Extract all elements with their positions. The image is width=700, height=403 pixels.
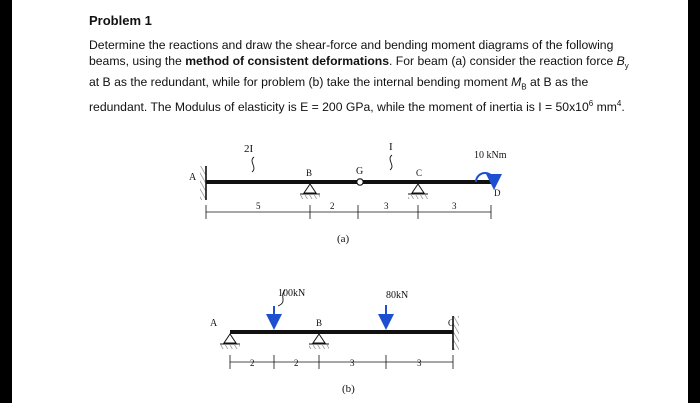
inertia-2i-leader: [252, 157, 254, 172]
exponent-6: 6: [588, 98, 594, 108]
label-a-b: A: [210, 318, 218, 329]
exponent-4: 4: [616, 98, 622, 108]
inertia-2i-label: 2I: [244, 143, 254, 155]
dim-b-2-right: 2: [294, 358, 299, 368]
dim-b-3-left: 3: [350, 358, 355, 368]
load-100kn-label: 100kN: [278, 288, 306, 299]
pin-support-c-a: [408, 184, 428, 199]
dim-b-2-left: 2: [250, 358, 255, 368]
problem-title: Problem 1: [89, 13, 152, 28]
moment-label: 10 kNm: [474, 150, 507, 161]
statement-part-5: mm: [593, 99, 617, 114]
dim-a-5: 5: [256, 201, 261, 211]
caption-b: (b): [342, 383, 355, 395]
beam-figures: [12, 0, 688, 403]
pin-support-b-b: [309, 334, 329, 349]
label-d: D: [494, 188, 501, 198]
fixed-support-a: [200, 166, 206, 200]
inertia-i-label: I: [389, 141, 393, 153]
beam-b-diagram: [210, 288, 459, 395]
inertia-i-leader: [390, 155, 392, 170]
load-80kn-label: 80kN: [386, 290, 409, 301]
dimension-line-a: [206, 205, 491, 219]
statement-part-4: at B as the redundant. The Modulus of elasticity is E = 200 GPa, while the moment of inertia is I = 50x10: [89, 75, 589, 114]
dim-a-2: 2: [330, 201, 335, 211]
caption-a: (a): [337, 233, 350, 245]
label-c-b: C: [448, 318, 455, 328]
label-a-a: A: [189, 172, 197, 183]
statement-part-6: .: [621, 99, 625, 114]
statement-part-1: Determine the reactions and draw the shear-force and bending moment diagrams of the following beams, using the: [89, 38, 614, 68]
label-c-a: C: [416, 168, 423, 178]
label-b-b: B: [316, 318, 323, 328]
document-page: [12, 0, 688, 403]
hinge-g: [357, 179, 363, 185]
pin-support-b-a: [300, 184, 320, 199]
var-b: B: [616, 54, 625, 68]
label-g: G: [356, 166, 364, 177]
beam-a-diagram: [189, 141, 507, 245]
dim-a-3-left: 3: [384, 201, 389, 211]
var-b-sub: y: [624, 61, 629, 71]
var-m-sub: B: [521, 82, 527, 92]
var-m: M: [511, 75, 522, 90]
statement-part-3: at B as the redundant, while for problem (b) take the internal bending moment: [89, 75, 512, 90]
statement-part-2: . For beam (a) consider the reaction force: [389, 54, 617, 68]
pin-support-a-b: [220, 334, 240, 349]
dim-b-3-right: 3: [417, 358, 422, 368]
dim-a-3-right: 3: [452, 201, 457, 211]
label-b-a: B: [306, 168, 313, 178]
method-emphasis: method of consistent deformations: [185, 54, 390, 68]
